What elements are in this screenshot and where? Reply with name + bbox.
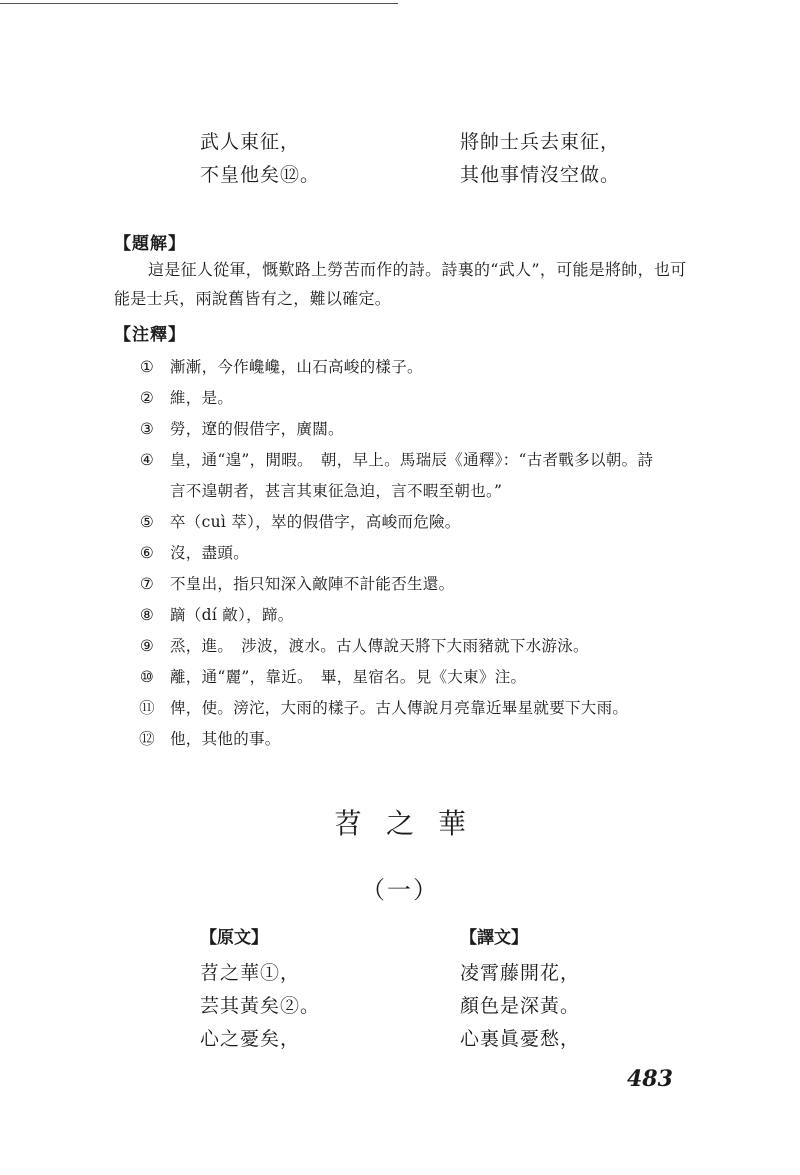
note-number: ①: [139, 358, 155, 376]
poem-orig-line: 芸其黃矣②。: [200, 995, 321, 1017]
note-number: ②: [139, 389, 155, 407]
trans-heading: 【譯文】: [460, 928, 528, 948]
note-number: ⑦: [139, 575, 155, 593]
note-number: ⑫: [139, 730, 155, 748]
note-text-continued: 言不遑朝者，甚言其東征急迫，言不暇至朝也。”: [170, 482, 503, 500]
note-item: [134, 693, 694, 724]
note-item: [134, 631, 694, 662]
note-text: 他，其他的事。: [170, 730, 281, 748]
page-number: 483: [627, 1066, 673, 1092]
note-item: [134, 352, 694, 383]
note-number: ⑧: [139, 606, 155, 624]
notes-list: [134, 352, 694, 755]
note-item: [134, 724, 694, 755]
verse-trans-1: 將帥士兵去東征，: [460, 131, 621, 153]
note-item: [134, 414, 694, 445]
note-number: ⑨: [139, 637, 155, 655]
note-number: ④: [139, 451, 155, 469]
note-item: [134, 569, 694, 600]
poem-title: 苕之華: [333, 807, 490, 840]
note-item: [134, 383, 694, 414]
note-text: 卒（cuì 萃），崒的假借字，高峻而危險。: [170, 513, 461, 531]
poem-trans-line: 顏色是深黃。: [460, 995, 581, 1017]
note-item: [134, 662, 694, 693]
note-text: 烝，進。 涉波，渡水。古人傳說天將下大雨豬就下水游泳。: [170, 637, 589, 655]
note-text: 俾，使。滂沱，大雨的樣子。古人傳說月亮靠近畢星就要下大雨。: [170, 699, 629, 717]
note-number: ③: [139, 420, 155, 438]
note-text: 維，是。: [170, 389, 234, 407]
tijie-heading: 【題解】: [114, 234, 186, 254]
verse-orig-1: 武人東征，: [200, 131, 301, 153]
note-number: ⑥: [139, 544, 155, 562]
poem-trans-line: 凌霄藤開花，: [460, 962, 581, 984]
orig-heading: 【原文】: [200, 928, 268, 948]
top-rule: [0, 3, 398, 4]
note-number: ⑤: [139, 513, 155, 531]
zhushi-heading: 【注釋】: [114, 325, 186, 345]
verse-trans-2: 其他事情沒空做。: [460, 164, 621, 186]
verse-orig-2: 不皇他矣⑫。: [200, 164, 321, 186]
note-text: 離，通“麗”，靠近。 畢，星宿名。見《大東》注。: [170, 668, 527, 686]
poem-section-number: （一）: [361, 876, 439, 904]
poem-orig-line: 苕之華①，: [200, 962, 301, 984]
note-text: 皇，通“遑”，閒暇。 朝，早上。馬瑞辰《通釋》：“古者戰多以朝。詩: [170, 451, 654, 469]
poem-orig-line: 心之憂矣，: [200, 1028, 301, 1050]
poem-trans-line: 心裏眞憂愁，: [460, 1028, 581, 1050]
note-number: ⑪: [139, 699, 155, 717]
note-text: 沒，盡頭。: [170, 544, 250, 562]
note-text: 勞，遼的假借字，廣闊。: [170, 420, 344, 438]
note-item: [134, 507, 694, 538]
note-item: [134, 538, 694, 569]
tijie-body: 這是征人從軍，慨歎路上勞苦而作的詩。詩裏的“武人”，可能是將帥，也可能是士兵，兩說舊皆有之，難以確定。: [114, 260, 687, 308]
note-item: [134, 445, 694, 507]
note-number: ⑩: [139, 668, 155, 686]
note-text: 漸漸，今作巉巉，山石高峻的樣子。: [170, 358, 423, 376]
note-text: 蹢（dí 敵），蹄。: [170, 606, 294, 624]
note-item: [134, 600, 694, 631]
tijie-text: [114, 255, 692, 313]
note-text: 不皇出，指只知深入敵陣不計能否生還。: [170, 575, 455, 593]
